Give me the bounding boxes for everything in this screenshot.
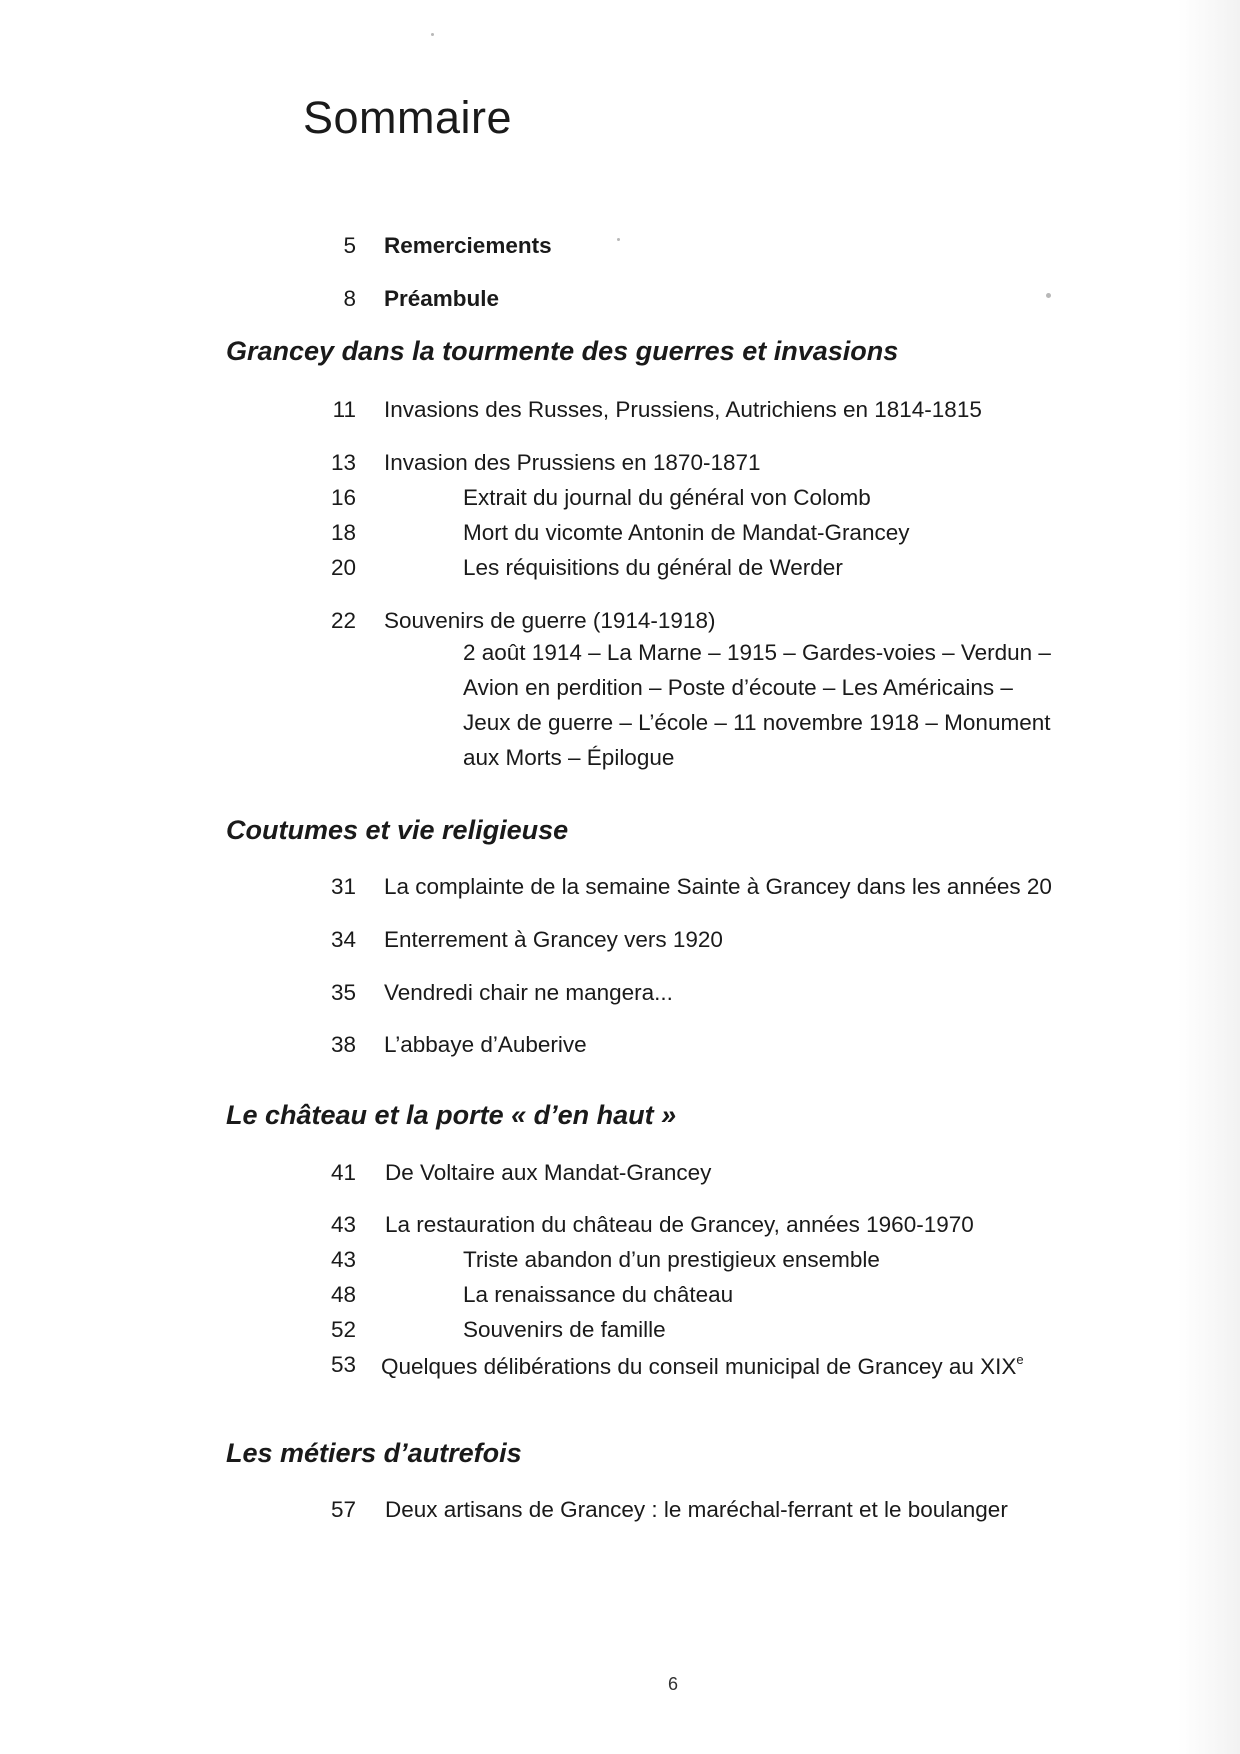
toc-subentry: La renaissance du château [463, 1282, 734, 1307]
scan-speck [431, 33, 434, 36]
toc-page-number: 34 [330, 927, 356, 952]
toc-page-number: 48 [330, 1282, 356, 1307]
toc-page-number: 8 [343, 286, 356, 311]
toc-detail-line: aux Morts – Épilogue [463, 745, 675, 770]
superscript: e [1016, 1352, 1024, 1367]
toc-detail-paragraph [463, 635, 1103, 775]
toc-entry: Invasions des Russes, Prussiens, Autrichiens en 1814-1815 [384, 397, 982, 422]
toc-detail-line: Avion en perdition – Poste d’écoute – Les Américains – [463, 675, 1013, 700]
toc-page-number: 35 [330, 980, 356, 1005]
scan-speck [1046, 293, 1051, 298]
toc-entry: Souvenirs de guerre (1914-1918) [384, 608, 716, 633]
toc-page-number: 11 [332, 397, 356, 422]
page-number: 6 [668, 1674, 679, 1694]
toc-entry: Enterrement à Grancey vers 1920 [384, 927, 723, 952]
toc-entry: Deux artisans de Grancey : le maréchal-ferrant et le boulanger [385, 1497, 1008, 1522]
toc-page-number: 5 [343, 233, 356, 258]
toc-page-number: 43 [330, 1212, 356, 1237]
toc-page-number: 20 [330, 555, 356, 580]
toc-detail-line: 2 août 1914 – La Marne – 1915 – Gardes-voies – Verdun – [463, 640, 1051, 665]
section-heading: Le château et la porte « d’en haut » [226, 1100, 677, 1130]
toc-entry: Vendredi chair ne mangera... [384, 980, 673, 1005]
toc-page-number: 53 [330, 1352, 356, 1377]
toc-subentry: Mort du vicomte Antonin de Mandat-Grancey [463, 520, 910, 545]
toc-entry-remerciements: Remerciements [384, 233, 552, 258]
toc-page-number: 52 [330, 1317, 356, 1342]
toc-subentry: Triste abandon d’un prestigieux ensemble [463, 1247, 880, 1272]
toc-page-number: 57 [330, 1497, 356, 1522]
toc-page-number: 22 [330, 608, 356, 633]
toc-page-number: 41 [330, 1160, 356, 1185]
toc-page-number: 16 [330, 485, 356, 510]
page-title: Sommaire [303, 92, 513, 143]
toc-page-number: 18 [330, 520, 356, 545]
toc-detail-line: Jeux de guerre – L’école – 11 novembre 1918 – Monument [463, 710, 1051, 735]
section-heading: Grancey dans la tourmente des guerres et invasions [226, 336, 899, 366]
scan-speck [617, 238, 620, 241]
toc-page-number: 13 [330, 450, 356, 475]
section-heading: Coutumes et vie religieuse [226, 815, 569, 845]
toc-entry: L’abbaye d’Auberive [384, 1032, 587, 1057]
toc-page-number: 43 [330, 1247, 356, 1272]
toc-subentry: Souvenirs de famille [463, 1317, 666, 1342]
toc-entry: Invasion des Prussiens en 1870-1871 [384, 450, 761, 475]
section-heading: Les métiers d’autrefois [226, 1438, 522, 1468]
toc-entry: De Voltaire aux Mandat-Grancey [385, 1160, 712, 1185]
toc-subentry: Les réquisitions du général de Werder [463, 555, 843, 580]
toc-entry-preambule: Préambule [384, 286, 500, 311]
toc-subentry: Extrait du journal du général von Colomb [463, 485, 871, 510]
toc-entry: La complainte de la semaine Sainte à Grancey dans les années 20 [384, 874, 1052, 899]
toc-page-number: 31 [330, 874, 356, 899]
toc-page-number: 38 [330, 1032, 356, 1057]
toc-entry: La restauration du château de Grancey, années 1960-1970 [385, 1212, 974, 1237]
toc-entry-label: Quelques délibérations du conseil municipal de Grancey au XIX [381, 1354, 1017, 1379]
toc-entry [381, 1352, 1024, 1380]
